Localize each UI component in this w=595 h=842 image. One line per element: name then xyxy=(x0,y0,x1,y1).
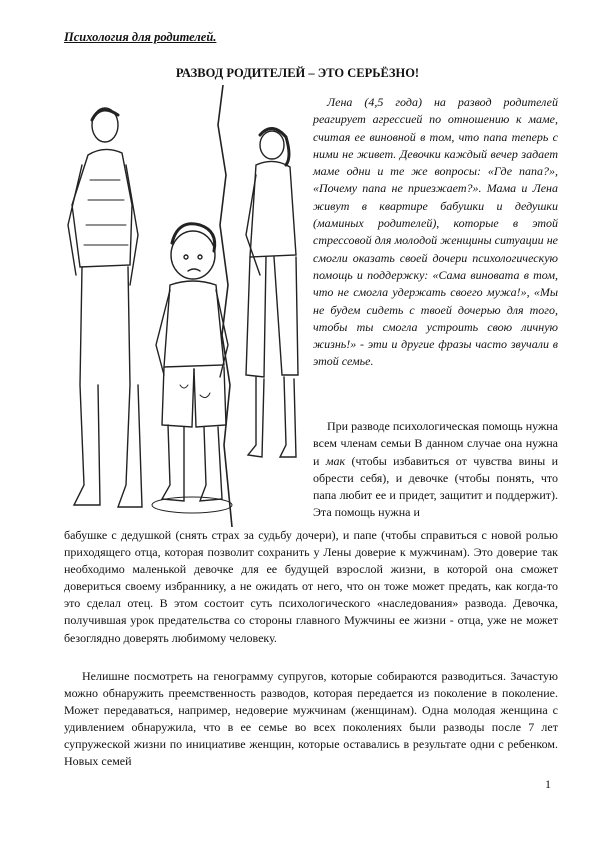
intro-paragraph: Лена (4,5 года) на развод родителей реагирует агрессией по отношению к маме, считая ее виновной в том, что папа теперь с ними не живет. Девочки каждый вечер задает маме одни и те же вопросы: «Где папа?», «Почему папа не приезжает?». Мама и Лена живут в квартире бабушки и дедушки (маминых родителей), которые в этой стрессовой для молодой женщины ситуации не смогли оказать своей дочери психологическую помощь и поддержку: «Сама виновата в том, что не смогла удержать своего мужа!», «Мы не будем сидеть с твоей дочерью для того, чтобы ты смогла устроить свою личную жизнь!» - эти и другие фразы часто звучали в этой семье. xyxy=(313,95,558,369)
paragraph-1-column xyxy=(313,418,558,522)
header-text: Психология для родителей. xyxy=(64,30,217,44)
paragraph-1-text-end: (чтобы избавиться от чувства вины и обрести себя), и девочке (чтобы понять, что папа любит ее и придет, защитит и поддержит). Эта помощь нужна и xyxy=(313,453,559,520)
paragraph-2: Нелишне посмотреть на генограмму супругов, которые собираются разводиться. Зачастую можно обнаружить преемственность разводов, которая передается из поколение в поколение. Может передаваться, например, недоверие мужчинам (женщинам). Одна молодая женщина с удивлением обнаружила, что в ее семье во всех поколениях были разводы после 7 лет супружеской жизни по инициативе женщин, которые оставались в результате одни с ребенком. Новых семей xyxy=(64,669,558,769)
paragraph-1-text: При разводе психологическая помощь нужна всем членам семьи В данном случае она нужна и xyxy=(313,419,558,468)
page-title: РАЗВОД РОДИТЕЛЕЙ – ЭТО СЕРЬЁЗНО! xyxy=(175,66,420,80)
family-illustration xyxy=(60,85,306,527)
paragraph-1-continuation: бабушке с дедушкой (снять страх за судьбу дочери), и папе (чтобы справиться с новой ролью приходящего отца, которая позволит сохранить у Лены доверие к мужчинам). Это доверие так необходимо маленькой девочке для ее будущей взрослой жизни, в которой она сможет довериться своему избраннику, а не ожидать от него, что он тоже может предать, как когда-то это сделал отец. В этом состоит суть психологического «наследования» развода. Девочка, получившая урок предательства со стороны главного Мужчины ее жизни - отца, уже не может безоглядно доверять любимому человеку. xyxy=(64,528,558,645)
page-number: 1 xyxy=(545,777,551,791)
paragraph-1-emphasis: мак xyxy=(325,453,346,468)
